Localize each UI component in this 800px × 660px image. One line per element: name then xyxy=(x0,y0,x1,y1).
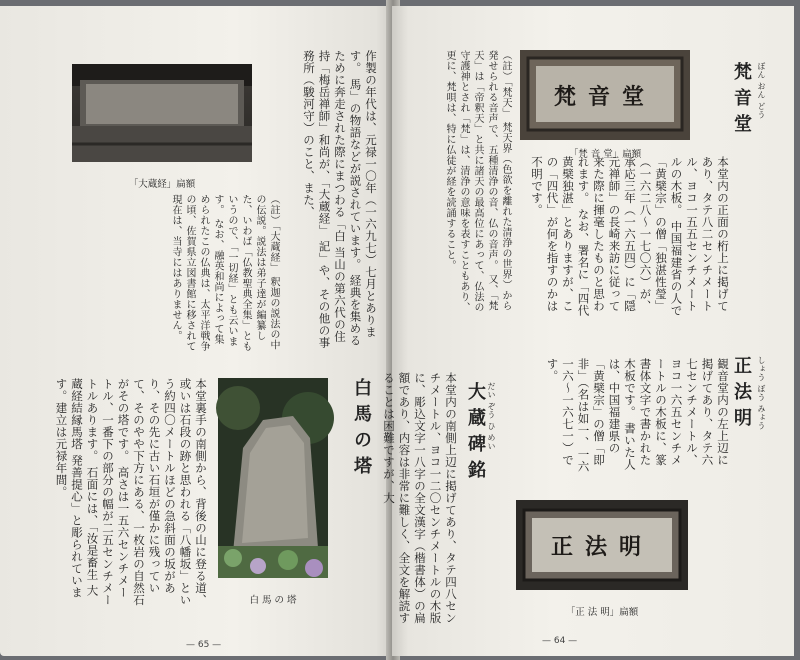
section-heading: 梵音堂 xyxy=(731,62,752,140)
body-text: 本堂裏手の南側から、背後の山に登る道、或いは石段の跡と思われる「八幡坂」という約四〇メートルほどの急斜面の坂があり、その先に古い石垣が僅かに残っていて、そのやや下方にある、一枚岩の自然石がその塔です。 高さは一五六センチメートル、一番下の部分の幅が二五センチメートルあります。 石面には、「汝是畜生 大蔵経結縁馬塔 発善提心」と彫られています。建立は元禄年間。 xyxy=(54,378,208,606)
section-heading: 白馬の塔 xyxy=(351,378,372,482)
page-number: — 64 — xyxy=(542,636,578,646)
ruby-reading: だい ぞう ひ めい xyxy=(487,382,496,451)
ruby-reading: しょう ぼう みょう xyxy=(757,356,766,431)
body-text: 作製の年代は、元禄一〇年（一六九七）七月とあります。 馬」の物語などが説されています。 経典を集めるために奔走された際にまつわる「白 当山の第六代の住持「梅岳禅師」和尚が、「大蔵経」 記」や、その他の事務所（駿河守）のこと、また、 xyxy=(302,50,378,349)
plaque-inscription: 正法明 xyxy=(550,534,653,560)
body-text: 観音堂内の左上辺に掲げてあり、タテ六七センチメートル、ヨコ一六五センチメートルの木板に、篆書体文字で書かれた木板です。 書いた人は、中国福建県の「黄檗宗」の僧「即非」（名は如一、一六一六〜一六七一）です。 xyxy=(545,358,730,473)
left-page xyxy=(0,6,392,656)
plaque-inscription: 梵音堂 xyxy=(553,84,656,110)
footnote: （註）「梵天」 梵天界（色欲を離れた清浄の世界）から発せられる音声で、五種清浄の音、仏の音声。 又、「梵天」は「帝釈天」と共に諸天の最高位にあって、仏法の守護神とされ「梵」は、清浄の意味を表すこともあり、更に、梵唄は、特に仏徒が経を読誦すること。 xyxy=(444,50,511,313)
right-page xyxy=(382,6,794,656)
photo-caption: 「大蔵経」扁額 xyxy=(128,179,196,190)
footnote: （註）「大蔵経」 釈迦の説法の中の伝説。説法は弟子達が編纂した、いわば「仏教聖典全集」ともいうので、「一切経」とも云います。 なお、融英和尚によって集められたこの仏典は、太平洋戦争の頃、佐賀県立図書館に移されて現在は、当寺にはありません。 xyxy=(170,194,279,352)
section-heading: 大蔵碑銘 xyxy=(465,382,486,486)
daizokyo-plaque-photo xyxy=(72,64,252,162)
photo-caption: 「正 法 明」扁額 xyxy=(565,607,639,618)
photo-caption: 「梵 音 堂」扁額 xyxy=(568,149,642,160)
body-text: 本堂内の南側上辺に掲げてあり、タテ四八センチメートル、ヨコ一二〇センチメートルの木版に、彫込文字一八字の全文漢字（楷書体）の扁額であり、内容は非常に難しく、全文を解読することは困難ですが、大 xyxy=(382,372,458,624)
page-number: — 65 — xyxy=(186,640,222,650)
body-text: 本堂内の正面の桁上に掲げてあり、タテ八二センチメートル、ヨコ一五五センチメートルの木板。 中国福建省の人で「黄檗宗」の僧「独湛性瑩」（一六二八〜一七〇六）が、承応三年（一六五四）に「隠元禅師」の長崎来訪に従って来た際に揮毫したものと思われます。 なお、署名に「四代黄檗独湛」とありますが、この「四代」が何を指すのかは不明です。 xyxy=(530,156,730,317)
white-horse-stone-photo xyxy=(218,378,328,578)
bonondo-plaque-photo xyxy=(520,50,690,140)
section-heading: 正法明 xyxy=(731,356,752,434)
shohomyo-plaque-photo xyxy=(516,500,688,590)
wooden-plaque-icon xyxy=(72,64,252,162)
ruby-reading: ぼん おん どう xyxy=(757,62,766,120)
photo-caption: 白 馬 の 塔 xyxy=(249,595,297,606)
stone-monument-icon xyxy=(218,378,328,578)
